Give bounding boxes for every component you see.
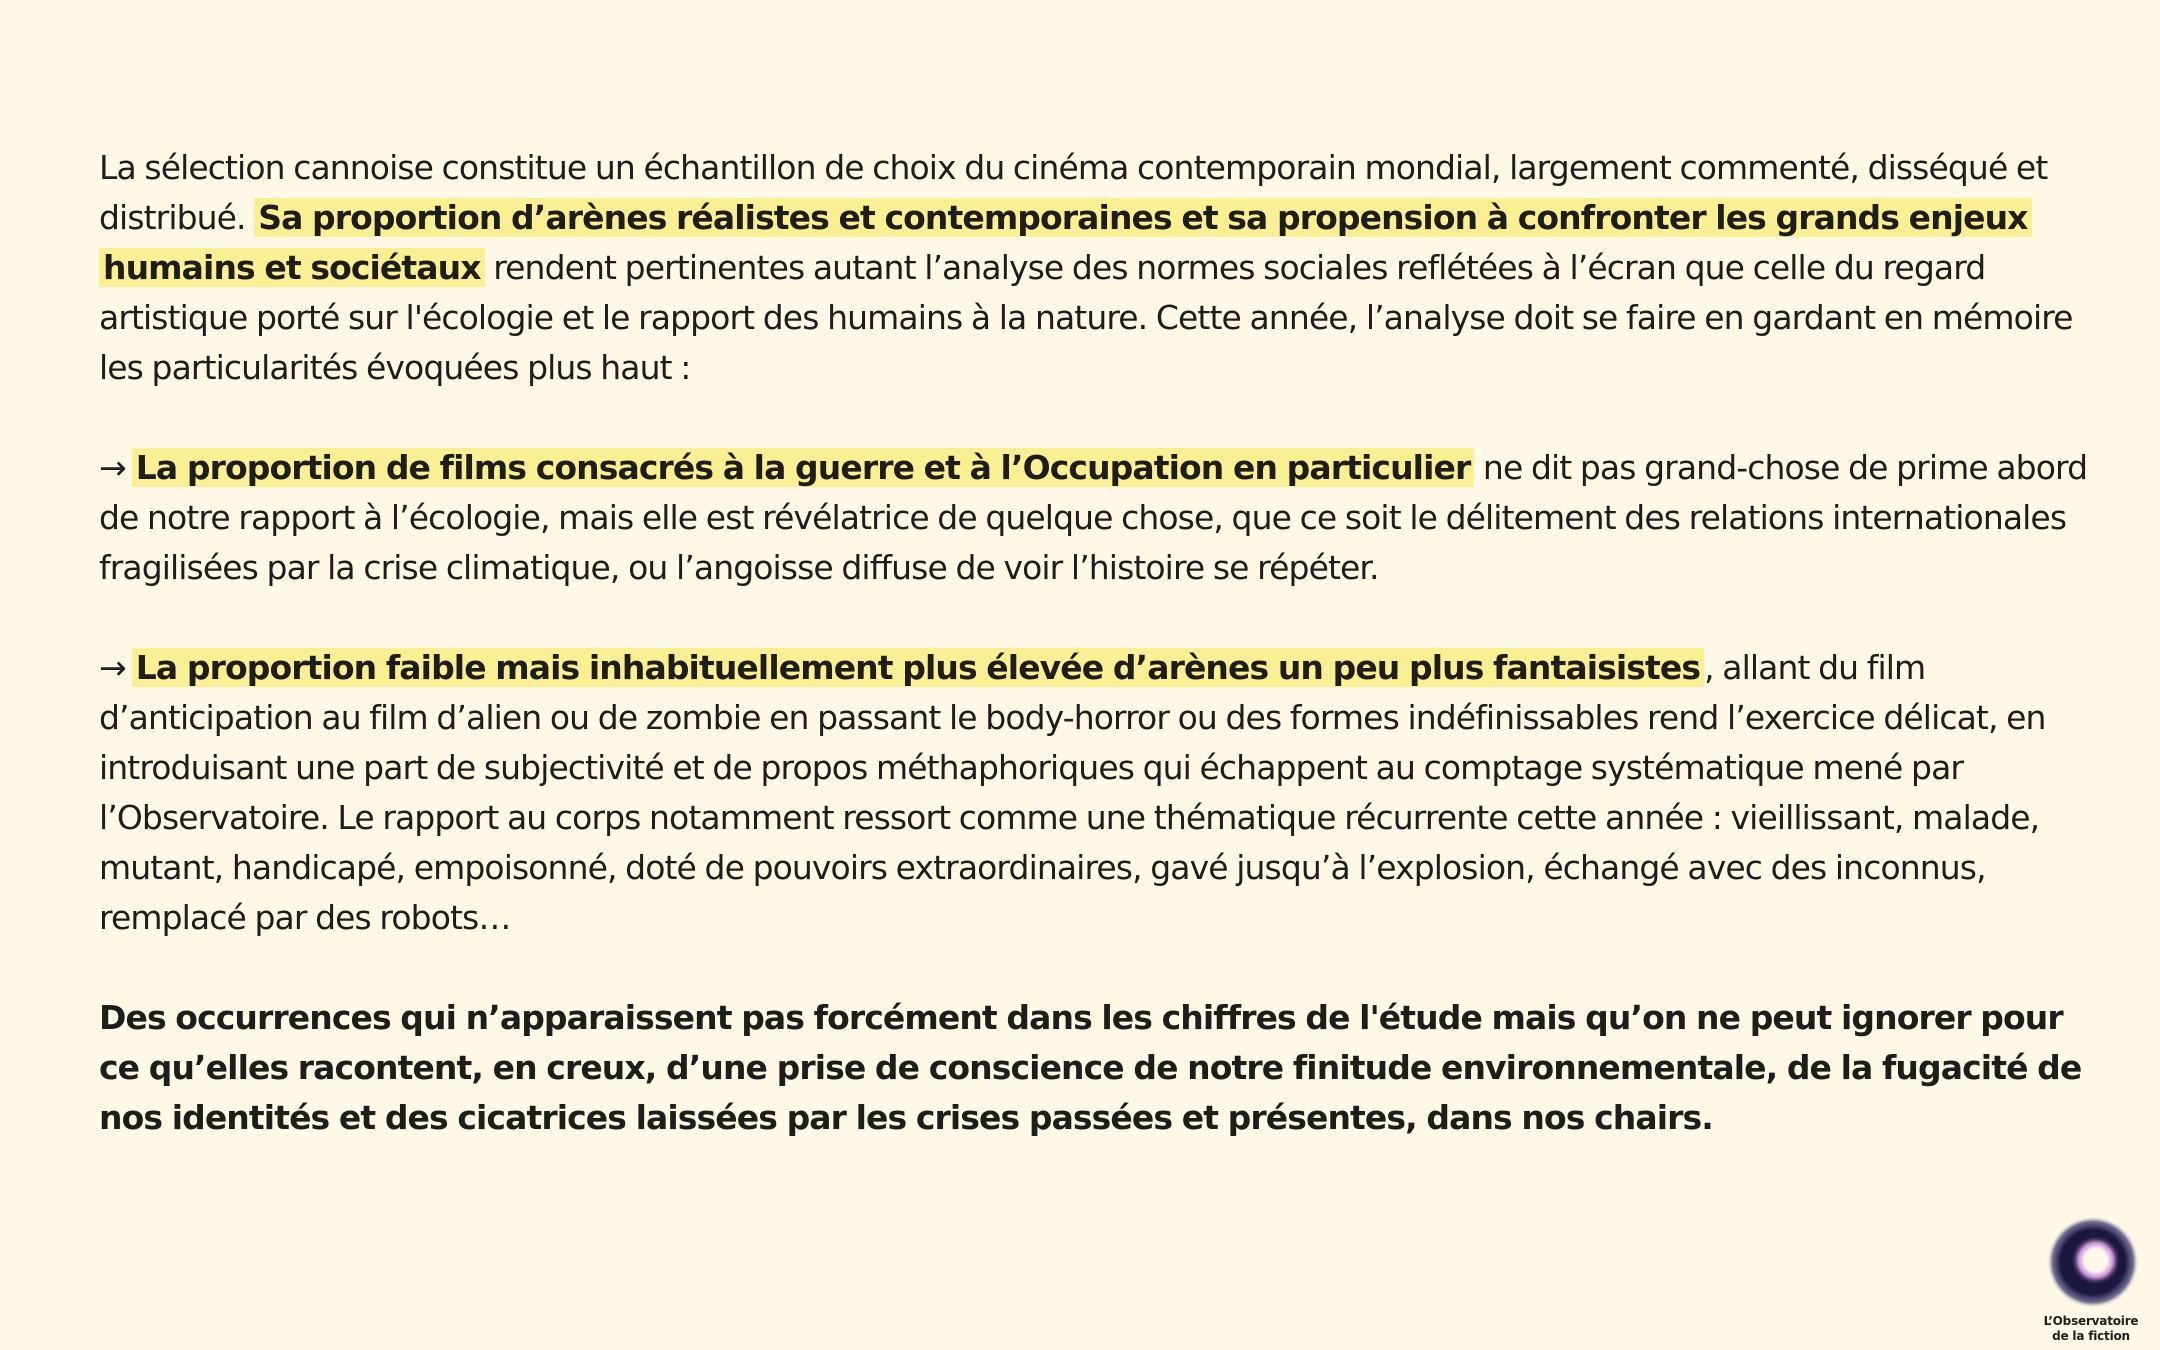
arrow-right-icon: → xyxy=(99,448,126,487)
paragraph-intro xyxy=(99,143,2089,393)
paragraph-fantasy-rest: , allant du film d’anticipation au film d’alien ou de zombie en passant le body-horror ou des formes indéfinissables rend l’exercice délicat, en introduisant une part de subjectivité et de propos méthaphoriques qui échappent au comptage systématique mené par l’Observatoire. Le rapport au corps notamment ressort comme une thématique récurrente cette année : vieillissant, malade, mutant, handicapé, empoisonné, doté de pouvoirs extraordinaires, gavé jusqu’à l’explosion, échangé avec des inconnus, remplacé par des robots… xyxy=(99,648,2046,937)
highlight-war-films: La proportion de films consacrés à la guerre et à l’Occupation en particulier xyxy=(132,448,1475,487)
paragraph-war-rest: ne dit pas grand-chose de prime abord de notre rapport à l’écologie, mais elle est révélatrice de quelque chose, que ce soit le délitement des relations internationales fragilisées par la crise climatique, ou l’angoisse diffuse de voir l’histoire se répéter. xyxy=(99,448,2088,587)
paragraph-intro-text: La sélection cannoise constitue un échantillon de choix du cinéma contemporain mondial, largement commenté, disséqué et distribué. xyxy=(99,148,2048,237)
observatoire-orb-logo-icon xyxy=(2043,1216,2139,1312)
conclusion-paragraph: Des occurrences qui n’apparaissent pas forcément dans les chiffres de l'étude mais qu’on ne peut ignorer pour ce qu’elles racontent, en creux, d’une prise de conscience de notre finitude environnementale, de la fugacité de nos identités et des cicatrices laissées par les crises passées et présentes, dans nos chairs. xyxy=(99,998,2082,1137)
observatoire-logo xyxy=(2036,1216,2146,1344)
logo-text: L’Observatoire de la fiction xyxy=(2043,1314,2139,1343)
highlight-fantasy-arenas: La proportion faible mais inhabituellement plus élevée d’arènes un peu plus fantaisistes xyxy=(132,648,1704,687)
article-body xyxy=(99,143,2089,1193)
paragraph-fantasy xyxy=(99,643,2089,943)
paragraph-intro-rest: rendent pertinentes autant l’analyse des normes sociales reflétées à l’écran que celle du regard artistique porté sur l'écologie et le rapport des humains à la nature. Cette année, l’analyse doit se faire en gardant en mémoire les particularités évoquées plus haut : xyxy=(99,248,2073,387)
arrow-right-icon: → xyxy=(99,648,126,687)
highlight-realistic-arenas: Sa proportion d’arènes réalistes et contemporaines et sa propension à confronter les grands enjeux humains et sociétaux xyxy=(99,198,2032,287)
paragraph-war xyxy=(99,443,2089,593)
